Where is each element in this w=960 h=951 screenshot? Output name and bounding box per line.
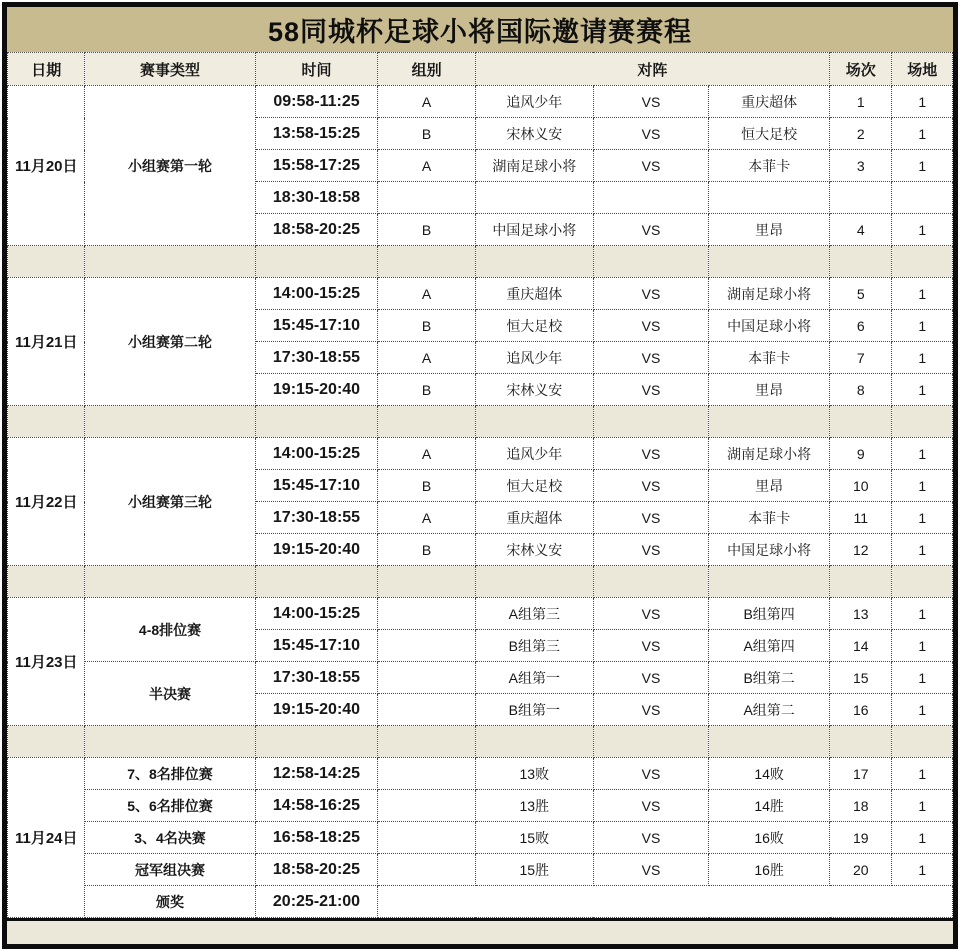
time-cell: 09:58-11:25 bbox=[255, 86, 378, 118]
column-header-4: 组别 bbox=[378, 53, 475, 86]
field-cell: 1 bbox=[892, 470, 953, 502]
table-body bbox=[8, 86, 953, 918]
vs-label: VS bbox=[593, 822, 708, 854]
bottom-spacer bbox=[7, 918, 953, 945]
spacer-cell bbox=[378, 406, 475, 438]
spacer-cell bbox=[85, 566, 255, 598]
group-cell: A bbox=[378, 502, 475, 534]
field-cell: 1 bbox=[892, 662, 953, 694]
table-row bbox=[8, 790, 953, 822]
match-number-cell: 9 bbox=[830, 438, 892, 470]
time-cell: 18:58-20:25 bbox=[255, 214, 378, 246]
spacer-cell bbox=[892, 246, 953, 278]
table-row bbox=[8, 598, 953, 630]
header-row bbox=[8, 53, 953, 86]
match-number-cell: 11 bbox=[830, 502, 892, 534]
table-row bbox=[8, 854, 953, 886]
spacer-cell bbox=[475, 566, 593, 598]
spacer-cell bbox=[255, 406, 378, 438]
time-cell: 15:45-17:10 bbox=[255, 470, 378, 502]
section-spacer-row bbox=[8, 726, 953, 758]
date-cell: 11月24日 bbox=[8, 758, 85, 918]
away-team-cell: 中国足球小将 bbox=[709, 534, 830, 566]
event-type-cell: 半决赛 bbox=[85, 662, 255, 726]
field-cell: 1 bbox=[892, 502, 953, 534]
date-cell: 11月20日 bbox=[8, 86, 85, 246]
field-cell: 1 bbox=[892, 694, 953, 726]
vs-label: VS bbox=[593, 630, 708, 662]
vs-label: VS bbox=[593, 86, 708, 118]
field-cell: 1 bbox=[892, 214, 953, 246]
vs-label: VS bbox=[593, 758, 708, 790]
group-cell: A bbox=[378, 86, 475, 118]
table-row bbox=[8, 278, 953, 310]
home-team-cell: 宋林义安 bbox=[475, 118, 593, 150]
spacer-cell bbox=[892, 406, 953, 438]
spacer-cell bbox=[8, 246, 85, 278]
field-cell: 1 bbox=[892, 630, 953, 662]
date-cell: 11月23日 bbox=[8, 598, 85, 726]
away-team-cell bbox=[709, 182, 830, 214]
group-cell: B bbox=[378, 470, 475, 502]
vs-label: VS bbox=[593, 694, 708, 726]
spacer-cell bbox=[255, 246, 378, 278]
group-cell bbox=[378, 758, 475, 790]
group-cell: B bbox=[378, 310, 475, 342]
home-team-cell: A组第一 bbox=[475, 662, 593, 694]
vs-label: VS bbox=[593, 438, 708, 470]
away-team-cell: 湖南足球小将 bbox=[709, 278, 830, 310]
field-cell: 1 bbox=[892, 310, 953, 342]
table-row bbox=[8, 758, 953, 790]
event-type-cell: 冠军组决赛 bbox=[85, 854, 255, 886]
away-team-cell: 湖南足球小将 bbox=[709, 438, 830, 470]
time-cell: 14:58-16:25 bbox=[255, 790, 378, 822]
group-cell bbox=[378, 630, 475, 662]
field-cell: 1 bbox=[892, 854, 953, 886]
group-cell bbox=[378, 662, 475, 694]
column-header-6: 场次 bbox=[830, 53, 892, 86]
field-cell: 1 bbox=[892, 598, 953, 630]
away-team-cell: 本菲卡 bbox=[709, 342, 830, 374]
match-number-cell: 16 bbox=[830, 694, 892, 726]
vs-label: VS bbox=[593, 854, 708, 886]
event-type-cell: 颁奖 bbox=[85, 886, 255, 918]
vs-label: VS bbox=[593, 470, 708, 502]
time-cell: 17:30-18:55 bbox=[255, 662, 378, 694]
home-team-cell: 追风少年 bbox=[475, 86, 593, 118]
column-header-3: 时间 bbox=[255, 53, 378, 86]
time-cell: 15:58-17:25 bbox=[255, 150, 378, 182]
vs-label bbox=[593, 182, 708, 214]
table-row bbox=[8, 438, 953, 470]
vs-label: VS bbox=[593, 342, 708, 374]
match-number-cell: 1 bbox=[830, 86, 892, 118]
match-number-cell bbox=[830, 182, 892, 214]
vs-label: VS bbox=[593, 790, 708, 822]
home-team-cell: B组第一 bbox=[475, 694, 593, 726]
home-team-cell: 中国足球小将 bbox=[475, 214, 593, 246]
time-cell: 14:00-15:25 bbox=[255, 438, 378, 470]
field-cell: 1 bbox=[892, 438, 953, 470]
away-team-cell: 本菲卡 bbox=[709, 502, 830, 534]
spacer-cell bbox=[378, 726, 475, 758]
field-cell bbox=[892, 182, 953, 214]
match-number-cell: 2 bbox=[830, 118, 892, 150]
spacer-cell bbox=[892, 726, 953, 758]
home-team-cell: 宋林义安 bbox=[475, 534, 593, 566]
spacer-cell bbox=[709, 566, 830, 598]
match-number-cell: 17 bbox=[830, 758, 892, 790]
match-number-cell: 20 bbox=[830, 854, 892, 886]
time-cell: 17:30-18:55 bbox=[255, 502, 378, 534]
away-team-cell: B组第二 bbox=[709, 662, 830, 694]
match-number-cell: 5 bbox=[830, 278, 892, 310]
column-header-2: 赛事类型 bbox=[85, 53, 255, 86]
away-team-cell: 中国足球小将 bbox=[709, 310, 830, 342]
column-header-5: 对阵 bbox=[475, 53, 829, 86]
group-cell bbox=[378, 854, 475, 886]
spacer-cell bbox=[830, 406, 892, 438]
group-cell: B bbox=[378, 214, 475, 246]
away-team-cell: A组第四 bbox=[709, 630, 830, 662]
away-team-cell: 16败 bbox=[709, 822, 830, 854]
home-team-cell: 重庆超体 bbox=[475, 278, 593, 310]
time-cell: 19:15-20:40 bbox=[255, 694, 378, 726]
away-team-cell: 里昂 bbox=[709, 470, 830, 502]
spacer-cell bbox=[593, 566, 708, 598]
time-cell: 19:15-20:40 bbox=[255, 374, 378, 406]
group-cell: B bbox=[378, 118, 475, 150]
match-number-cell: 6 bbox=[830, 310, 892, 342]
vs-label: VS bbox=[593, 150, 708, 182]
match-number-cell: 13 bbox=[830, 598, 892, 630]
event-type-cell: 5、6名排位赛 bbox=[85, 790, 255, 822]
time-cell: 14:00-15:25 bbox=[255, 598, 378, 630]
away-team-cell: 本菲卡 bbox=[709, 150, 830, 182]
spacer-cell bbox=[709, 246, 830, 278]
event-type-cell: 7、8名排位赛 bbox=[85, 758, 255, 790]
event-type-cell: 3、4名决赛 bbox=[85, 822, 255, 854]
away-team-cell: 里昂 bbox=[709, 214, 830, 246]
spacer-cell bbox=[85, 726, 255, 758]
time-cell: 16:58-18:25 bbox=[255, 822, 378, 854]
match-number-cell: 18 bbox=[830, 790, 892, 822]
spacer-cell bbox=[593, 246, 708, 278]
table-row bbox=[8, 886, 953, 918]
section-spacer-row bbox=[8, 406, 953, 438]
group-cell bbox=[378, 694, 475, 726]
home-team-cell: 恒大足校 bbox=[475, 470, 593, 502]
event-type-cell: 小组赛第一轮 bbox=[85, 86, 255, 246]
group-cell: A bbox=[378, 438, 475, 470]
vs-label: VS bbox=[593, 502, 708, 534]
field-cell: 1 bbox=[892, 374, 953, 406]
spacer-cell bbox=[8, 566, 85, 598]
field-cell: 1 bbox=[892, 118, 953, 150]
empty-merged-cell bbox=[378, 886, 953, 918]
match-number-cell: 10 bbox=[830, 470, 892, 502]
spacer-cell bbox=[593, 726, 708, 758]
time-cell: 18:58-20:25 bbox=[255, 854, 378, 886]
away-team-cell: 14胜 bbox=[709, 790, 830, 822]
column-header-1: 日期 bbox=[8, 53, 85, 86]
away-team-cell: 16胜 bbox=[709, 854, 830, 886]
group-cell bbox=[378, 182, 475, 214]
table-row bbox=[8, 86, 953, 118]
table-row bbox=[8, 822, 953, 854]
home-team-cell: 15胜 bbox=[475, 854, 593, 886]
spacer-cell bbox=[709, 406, 830, 438]
spacer-cell bbox=[85, 246, 255, 278]
group-cell: A bbox=[378, 150, 475, 182]
date-cell: 11月22日 bbox=[8, 438, 85, 566]
spacer-cell bbox=[8, 406, 85, 438]
home-team-cell: 重庆超体 bbox=[475, 502, 593, 534]
field-cell: 1 bbox=[892, 534, 953, 566]
spacer-cell bbox=[593, 406, 708, 438]
field-cell: 1 bbox=[892, 342, 953, 374]
field-cell: 1 bbox=[892, 86, 953, 118]
match-number-cell: 19 bbox=[830, 822, 892, 854]
spacer-cell bbox=[378, 246, 475, 278]
field-cell: 1 bbox=[892, 790, 953, 822]
time-cell: 20:25-21:00 bbox=[255, 886, 378, 918]
group-cell bbox=[378, 598, 475, 630]
home-team-cell: B组第三 bbox=[475, 630, 593, 662]
away-team-cell: B组第四 bbox=[709, 598, 830, 630]
vs-label: VS bbox=[593, 118, 708, 150]
event-type-cell: 4-8排位赛 bbox=[85, 598, 255, 662]
group-cell: A bbox=[378, 342, 475, 374]
match-number-cell: 8 bbox=[830, 374, 892, 406]
group-cell bbox=[378, 790, 475, 822]
home-team-cell: 宋林义安 bbox=[475, 374, 593, 406]
home-team-cell: 湖南足球小将 bbox=[475, 150, 593, 182]
spacer-cell bbox=[475, 406, 593, 438]
time-cell: 15:45-17:10 bbox=[255, 630, 378, 662]
spacer-cell bbox=[255, 566, 378, 598]
time-cell: 19:15-20:40 bbox=[255, 534, 378, 566]
schedule-frame bbox=[2, 2, 958, 949]
vs-label: VS bbox=[593, 534, 708, 566]
spacer-cell bbox=[830, 726, 892, 758]
away-team-cell: 14败 bbox=[709, 758, 830, 790]
spacer-cell bbox=[830, 566, 892, 598]
group-cell bbox=[378, 822, 475, 854]
vs-label: VS bbox=[593, 662, 708, 694]
spacer-cell bbox=[892, 566, 953, 598]
event-type-cell: 小组赛第三轮 bbox=[85, 438, 255, 566]
home-team-cell: 13胜 bbox=[475, 790, 593, 822]
match-number-cell: 12 bbox=[830, 534, 892, 566]
vs-label: VS bbox=[593, 214, 708, 246]
match-number-cell: 4 bbox=[830, 214, 892, 246]
home-team-cell: 13败 bbox=[475, 758, 593, 790]
vs-label: VS bbox=[593, 374, 708, 406]
column-header-7: 场地 bbox=[892, 53, 953, 86]
home-team-cell: 15败 bbox=[475, 822, 593, 854]
match-number-cell: 3 bbox=[830, 150, 892, 182]
field-cell: 1 bbox=[892, 822, 953, 854]
event-type-cell: 小组赛第二轮 bbox=[85, 278, 255, 406]
vs-label: VS bbox=[593, 310, 708, 342]
home-team-cell: 恒大足校 bbox=[475, 310, 593, 342]
time-cell: 13:58-15:25 bbox=[255, 118, 378, 150]
spacer-cell bbox=[709, 726, 830, 758]
away-team-cell: 里昂 bbox=[709, 374, 830, 406]
spacer-cell bbox=[378, 566, 475, 598]
time-cell: 14:00-15:25 bbox=[255, 278, 378, 310]
field-cell: 1 bbox=[892, 278, 953, 310]
home-team-cell: 追风少年 bbox=[475, 342, 593, 374]
section-spacer-row bbox=[8, 566, 953, 598]
group-cell: B bbox=[378, 534, 475, 566]
time-cell: 15:45-17:10 bbox=[255, 310, 378, 342]
group-cell: B bbox=[378, 374, 475, 406]
schedule-table bbox=[7, 52, 953, 918]
away-team-cell: A组第二 bbox=[709, 694, 830, 726]
home-team-cell bbox=[475, 182, 593, 214]
spacer-cell bbox=[475, 726, 593, 758]
away-team-cell: 重庆超体 bbox=[709, 86, 830, 118]
match-number-cell: 7 bbox=[830, 342, 892, 374]
spacer-cell bbox=[830, 246, 892, 278]
time-cell: 17:30-18:55 bbox=[255, 342, 378, 374]
spacer-cell bbox=[475, 246, 593, 278]
away-team-cell: 恒大足校 bbox=[709, 118, 830, 150]
home-team-cell: A组第三 bbox=[475, 598, 593, 630]
spacer-cell bbox=[8, 726, 85, 758]
field-cell: 1 bbox=[892, 150, 953, 182]
match-number-cell: 15 bbox=[830, 662, 892, 694]
table-row bbox=[8, 662, 953, 694]
home-team-cell: 追风少年 bbox=[475, 438, 593, 470]
vs-label: VS bbox=[593, 598, 708, 630]
table-header bbox=[8, 53, 953, 86]
time-cell: 18:30-18:58 bbox=[255, 182, 378, 214]
time-cell: 12:58-14:25 bbox=[255, 758, 378, 790]
spacer-cell bbox=[255, 726, 378, 758]
vs-label: VS bbox=[593, 278, 708, 310]
match-number-cell: 14 bbox=[830, 630, 892, 662]
group-cell: A bbox=[378, 278, 475, 310]
field-cell: 1 bbox=[892, 758, 953, 790]
spacer-cell bbox=[85, 406, 255, 438]
page-title: 58同城杯足球小将国际邀请赛赛程 bbox=[7, 7, 953, 52]
section-spacer-row bbox=[8, 246, 953, 278]
date-cell: 11月21日 bbox=[8, 278, 85, 406]
